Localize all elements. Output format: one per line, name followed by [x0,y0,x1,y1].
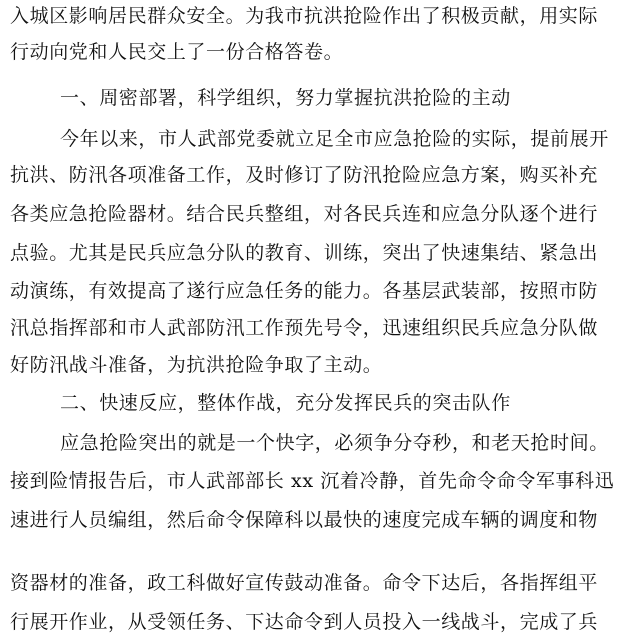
text-line-13: 接到险情报告后，市人武部部长 xx 沉着冷静，首先命令命令军事科迅 [10,470,615,492]
text-line-14: 速进行人员编组，然后命令保障科以最快的速度完成车辆的调度和物 [10,509,599,531]
text-line-5: 抗洪、防汛各项准备工作，及时修订了防汛抢险应急方案，购买补充 [10,164,599,186]
section-heading-2: 二、快速反应，整体作战，充分发挥民兵的突击队作 [60,392,511,414]
text-line-9: 汛总指挥部和市人武部防汛工作预先号令，迅速组织民兵应急分队做 [10,317,599,339]
text-line-16: 行展开作业，从受领任务、下达命令到人员投入一线战斗，完成了兵 [10,611,599,633]
text-line-7: 点验。尤其是民兵应急分队的教育、训练，突出了快速集结、紧急出 [10,242,599,264]
text-line-2: 行动向党和人民交上了一份合格答卷。 [10,41,344,63]
text-line-12: 应急抢险突出的就是一个快字，必须争分夺秒，和老天抢时间。 [60,432,609,454]
text-line-1: 入城区影响居民群众安全。为我市抗洪抢险作出了积极贡献，用实际 [10,5,599,27]
text-line-15: 资器材的准备，政工科做好宣传鼓动准备。命令下达后，各指挥组平 [10,572,599,594]
text-line-4: 今年以来，市人武部党委就立足全市应急抢险的实际，提前展开 [60,128,609,150]
text-line-8: 动演练，有效提高了遂行应急任务的能力。各基层武装部，按照市防 [10,280,599,302]
text-line-6: 各类应急抢险器材。结合民兵整组，对各民兵连和应急分队逐个进行 [10,203,599,225]
section-heading-1: 一、周密部署，科学组织，努力掌握抗洪抢险的主动 [60,87,511,109]
text-line-10: 好防汛战斗准备，为抗洪抢险争取了主动。 [10,354,383,376]
